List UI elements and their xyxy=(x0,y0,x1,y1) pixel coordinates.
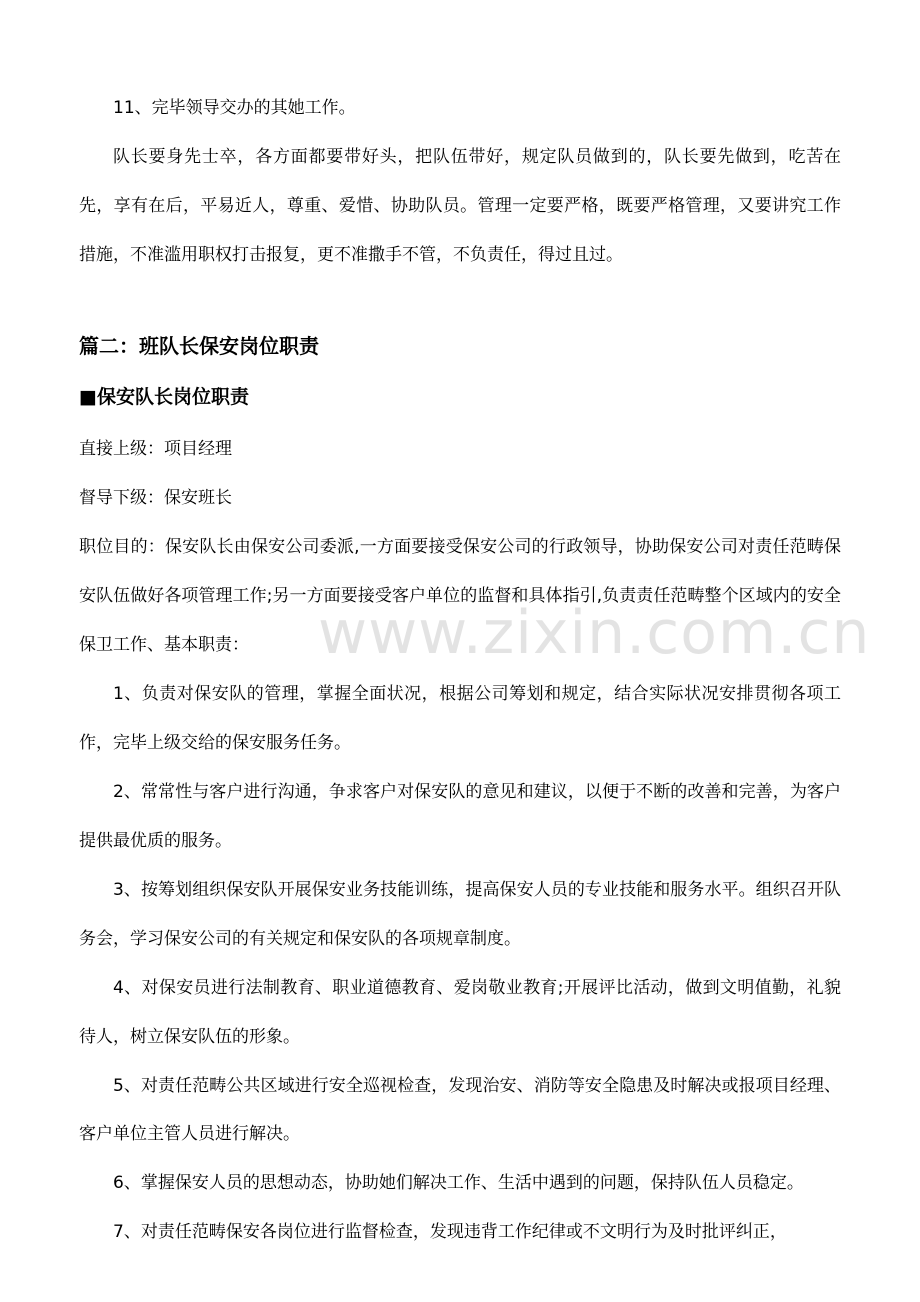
duty-item-3: 3、按筹划组织保安队开展保安业务技能训练，提高保安人员的专业技能和服务水平。组织召开队务会，学习保安公司的有关规定和保安队的各项规章制度。 xyxy=(79,879,841,949)
duty-item-7: 7、对责任范畴保安各岗位进行监督检查，发现违背工作纪律或不文明行为及时批评纠正， xyxy=(113,1222,787,1243)
duty-item-1: 1、负责对保安队的管理，掌握全面状况，根据公司筹划和规定，结合实际状况安排贯彻各项工作，完毕上级交给的保安服务任务。 xyxy=(79,683,841,753)
duty-item-2: 2、常常性与客户进行沟通，争求客户对保安队的意见和建议，以便于不断的改善和完善，为客户提供最优质的服务。 xyxy=(79,781,841,851)
direct-superior-line: 直接上级：项目经理 xyxy=(79,439,232,460)
duty-item-4: 4、对保安员进行法制教育、职业道德教育、爱岗敬业教育;开展评比活动，做到文明值勤，礼貌待人，树立保安队伍的形象。 xyxy=(79,977,841,1047)
document-body xyxy=(79,84,841,1257)
section-heading: 篇二：班队长保安岗位职责 xyxy=(79,333,319,358)
watermark: www.zixin.com.cn xyxy=(318,598,871,668)
paragraph-leader-requirements: 队长要身先士卒，各方面都要带好头，把队伍带好，规定队员做到的，队长要先做到，吃苦在先，享有在后，平易近人，尊重、爱惜、协助队员。管理一定要严格，既要严格管理，又要讲究工作措施，不准滥用职权打击报复，更不准撒手不管，不负责任，得过且过。 xyxy=(79,146,841,265)
position-purpose-paragraph: 职位目的：保安队长由保安公司委派,一方面要接受保安公司的行政领导，协助保安公司对责任范畴保安队伍做好各项管理工作;另一方面要接受客户单位的监督和具体指引,负责责任范畴整个区域内的安全保卫工作、基本职责： xyxy=(79,537,841,655)
duty-item-6: 6、掌握保安人员的思想动态，协助她们解决工作、生活中遇到的问题，保持队伍人员稳定。 xyxy=(113,1173,804,1194)
duty-item-5: 5、对责任范畴公共区域进行安全巡视检查，发现治安、消防等安全隐患及时解决或报项目经理、客户单位主管人员进行解决。 xyxy=(79,1075,841,1145)
subordinate-line: 督导下级：保安班长 xyxy=(79,488,232,509)
paragraph-item-11: 11、完毕领导交办的其她工作。 xyxy=(113,98,356,118)
subsection-heading: ■保安队长岗位职责 xyxy=(79,385,249,408)
